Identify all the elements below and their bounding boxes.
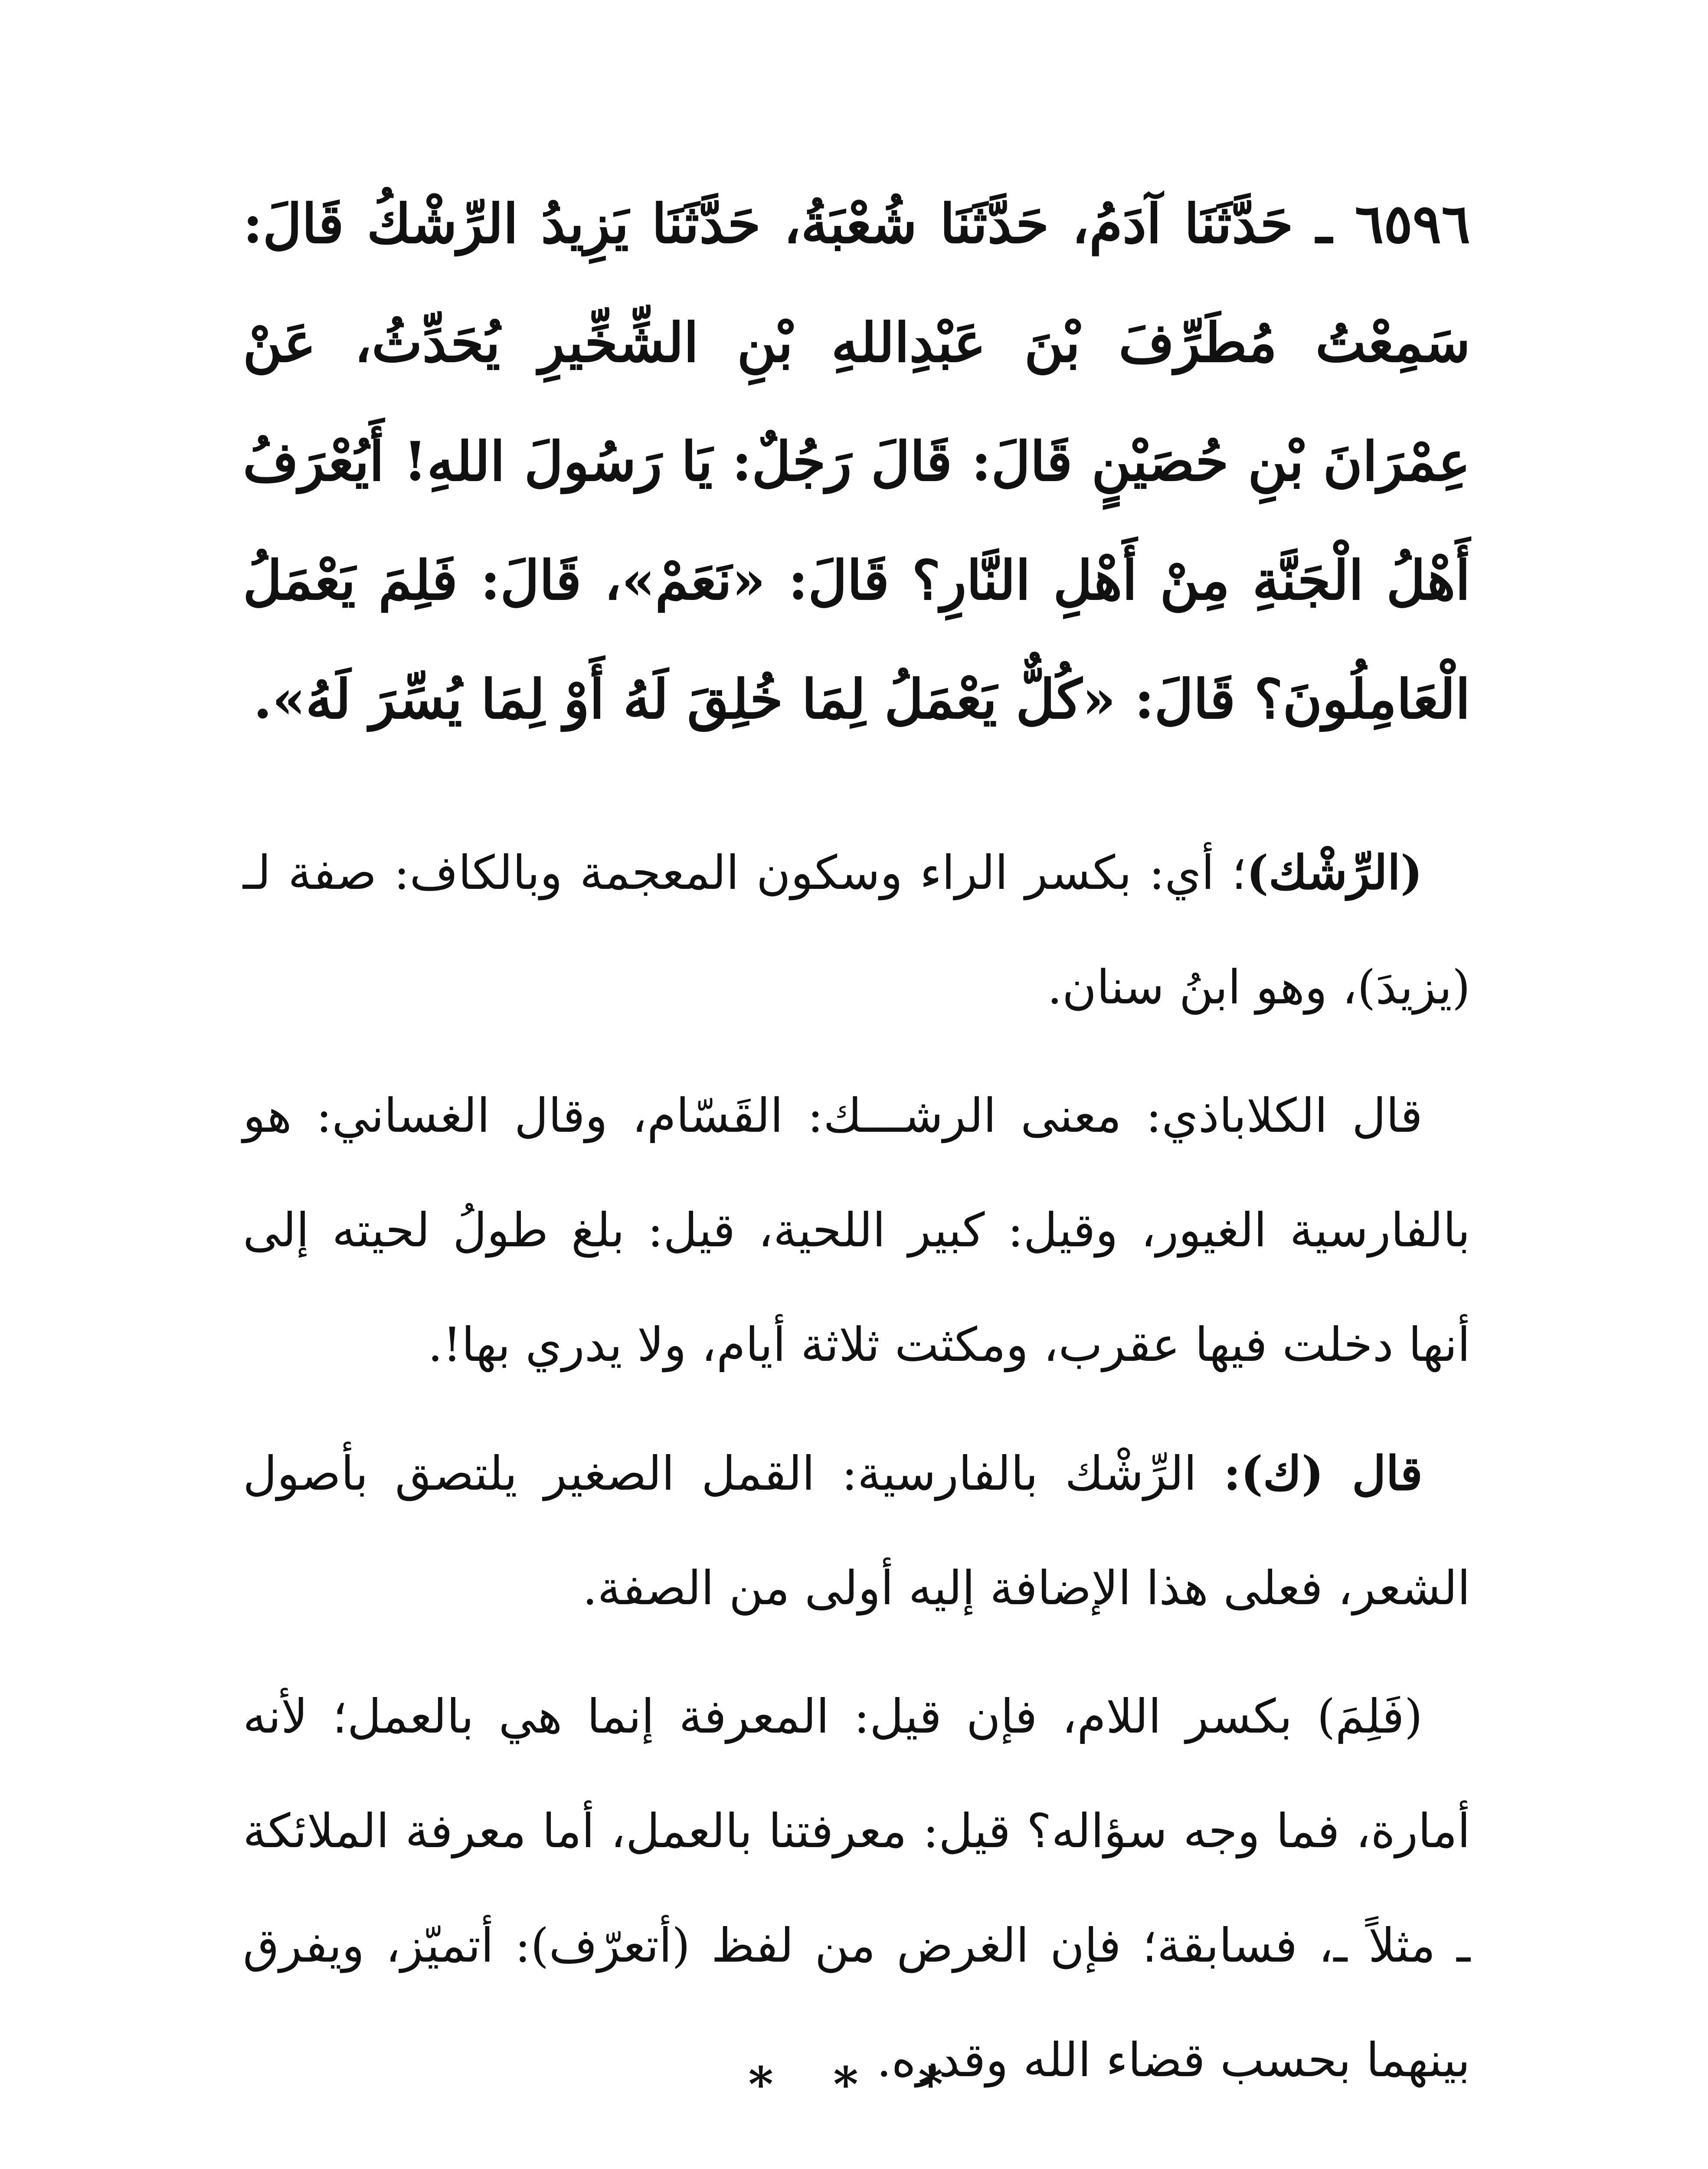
commentary <box>243 816 1470 2118</box>
commentary-paragraph-1 <box>243 816 1470 1045</box>
commentary-paragraph-4: (فَلِمَ) بكسر اللام، فإن قيل: المعرفة إنما هي بالعمل؛ لأنه أمارة، فما وجه سؤاله؟ قيل: معرفتنا بالعمل، أما معرفة الملائكة ـ مثلاً ـ، فسابقة؛ فإن الغرض من لفظ (أتعرّف): أتميّز، ويفرق بينهما بحسب قضاء الله وقدره. <box>243 1690 1470 2087</box>
hadith-text: ٦٥٩٦ ـ حَدَّثَنَا آدَمُ، حَدَّثَنَا شُعْبَةُ، حَدَّثَنَا يَزِيدُ الرِّشْكُ قَالَ: سَمِعْتُ مُطَرِّفَ بْنَ عَبْدِاللهِ بْنِ الشِّخِّيرِ يُحَدِّثُ، عَنْ عِمْرَانَ بْنِ حُصَيْنٍ قَالَ: قَالَ رَجُلٌ: يَا رَسُولَ اللهِ! أَيُعْرَفُ أَهْلُ الْجَنَّةِ مِنْ أَهْلِ النَّارِ؟ قَالَ: «نَعَمْ»، قَالَ: فَلِمَ يَعْمَلُ الْعَامِلُونَ؟ قَالَ: «كُلٌّ يَعْمَلُ لِمَا خُلِقَ لَهُ أَوْ لِمَا يُسِّرَ لَهُ». <box>243 193 1470 731</box>
term-kaf: قال (ك): <box>1223 1446 1423 1501</box>
book-page <box>243 165 1470 2169</box>
paragraph-gap <box>243 1402 1470 1416</box>
paragraph-gap <box>243 1646 1470 1660</box>
term-rishk: (الرِّشْك) <box>1246 845 1423 900</box>
paragraph-gap <box>243 1045 1470 1059</box>
commentary-paragraph-2: قال الكلاباذي: معنى الرشـــك: القَسّام، وقال الغساني: هو بالفارسية الغيور، وقيل: كبير اللحية، قيل: بلغ طولُ لحيته إلى أنها دخلت فيها عقرب، ومكثت ثلاثة أيام، ولا يدري بها!. <box>243 1089 1470 1372</box>
paragraph-1-text: ؛ أي: بكسر الراء وسكون المعجمة وبالكاف: صفة لـ (يزيدَ)، وهو ابنُ سنان. <box>243 846 1470 1015</box>
paragraph-3-text: الرِّشْك بالفارسية: القمل الصغير يلتصق بأصول الشعر، فعلى هذا الإضافة إليه أولى من الصفة. <box>243 1447 1470 1615</box>
section-gap <box>243 759 1470 816</box>
commentary-paragraph-3 <box>243 1416 1470 1646</box>
section-separator: * * * <box>748 2056 965 2112</box>
